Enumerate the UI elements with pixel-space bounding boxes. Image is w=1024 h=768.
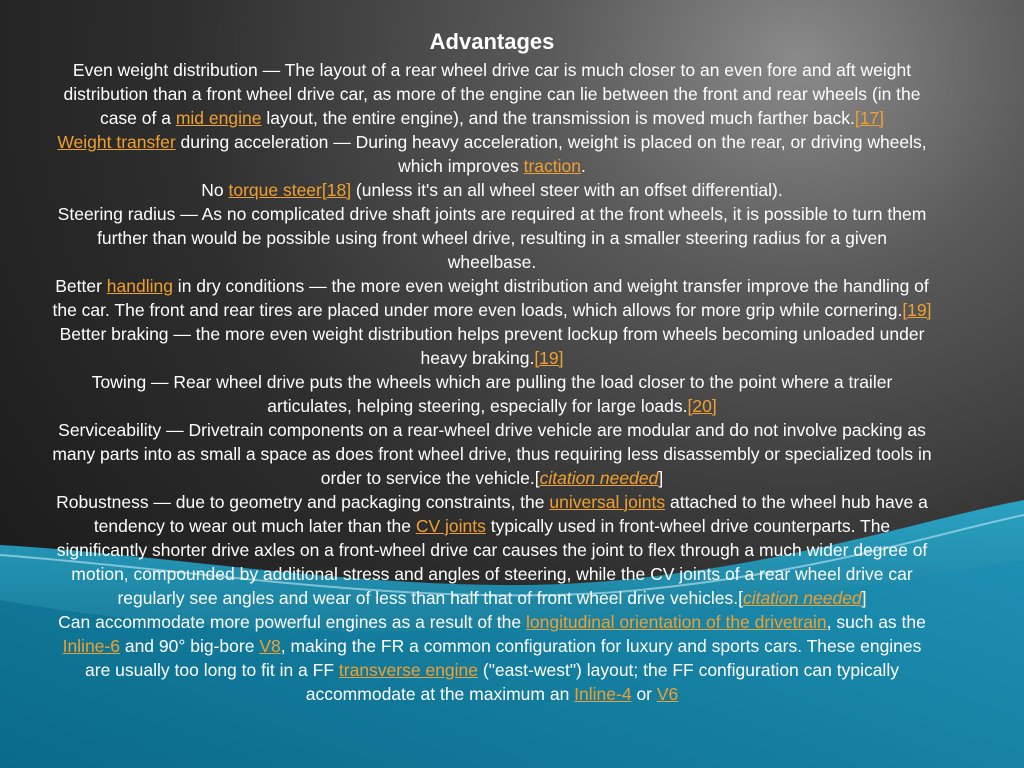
wiki-link[interactable]: Weight transfer [57,132,176,152]
advantage-paragraph [52,322,932,370]
wiki-link[interactable]: [20] [687,396,717,416]
paragraph-text: ("east-west") layout; the FF configuration can typically accommodate at the maximum an [305,660,899,704]
paragraph-text: (unless it's an all wheel steer with an offset differential). [351,180,783,200]
paragraph-text: typically used in front-wheel drive counterparts. The significantly shorter drive axles on a front-wheel drive car causes the joint to flex through a much wider degree of motion, compounded by additional stress and angles of steering, while the CV joints of a rear wheel drive car regularly see angles and wear of less than half that of front wheel drive vehicles.[ [56,516,928,608]
wiki-link[interactable]: transverse engine [338,660,479,680]
wiki-link[interactable]: torque steer[18] [228,180,352,200]
paragraph-text: , making the FR a common configuration for luxury and sports cars. These engines are usually too long to fit in a FF [85,636,922,680]
advantage-paragraph [52,202,932,274]
paragraph-text: Can accommodate more powerful engines as a result of the [58,612,527,632]
wiki-link[interactable]: mid engine [175,108,262,128]
paragraph-text: attached to the wheel hub have a tendency to wear out much later than the [93,492,928,536]
paragraph-text: Even weight distribution — The layout of a rear wheel drive car is much closer to an even fore and aft weight distribution than a front wheel drive car, as more of the engine can lie between the front and rear wheels (in the case of a [63,60,921,128]
paragraph-text: in dry conditions — the more even weight distribution and weight transfer improve the handling of the car. The front and rear tires are placed under more even loads, which allows for more grip while cornering. [52,276,929,320]
wiki-link[interactable]: handling [106,276,173,296]
wiki-link[interactable]: traction [523,156,581,176]
wiki-link[interactable]: longitudinal orientation of the drivetrain [526,612,827,632]
paragraph-text: Better [55,276,107,296]
paragraph-text: Robustness — due to geometry and packaging constraints, the [56,492,550,512]
paragraph-text: Towing — Rear wheel drive puts the wheels which are pulling the load closer to the point where a trailer articulates, helping steering, especially for large loads. [91,372,893,416]
wiki-link[interactable]: universal joints [549,492,666,512]
paragraph-text: layout, the entire engine), and the transmission is moved much farther back. [261,108,855,128]
paragraph-text: , such as the [826,612,926,632]
advantage-paragraph [52,370,932,418]
advantage-paragraph [52,178,932,202]
advantage-paragraph [52,58,932,130]
wiki-link[interactable]: V6 [656,684,679,704]
paragraph-text: Better braking — the more even weight distribution helps prevent lockup from wheels becoming unloaded under heavy braking. [59,324,925,368]
wiki-link[interactable]: [17] [854,108,885,128]
paragraph-text: Serviceability — Drivetrain components on a rear-wheel drive vehicle are modular and do not involve packing as many parts into as small a space as does front wheel drive, thus requiring less disassembly or specialized tools in order to service the vehicle.[ [52,420,932,488]
paragraph-text: . [580,156,586,176]
citation-needed-link[interactable]: citation needed [539,468,659,488]
wiki-link[interactable]: Inline-4 [574,684,632,704]
wiki-link[interactable]: CV joints [415,516,486,536]
paragraph-text: or [631,684,657,704]
citation-needed-link[interactable]: citation needed [742,588,862,608]
slide-content [52,28,932,706]
advantage-paragraph [52,274,932,322]
paragraph-text: No [201,180,229,200]
wiki-link[interactable]: Inline-6 [62,636,120,656]
wiki-link[interactable]: V8 [259,636,281,656]
wiki-link[interactable]: [19] [902,300,932,320]
paragraph-text: during acceleration — During heavy acceleration, weight is placed on the rear, or driving wheels, which improves [175,132,927,176]
advantages-list [52,58,932,706]
paragraph-text: Steering radius — As no complicated drive shaft joints are required at the front wheels, it is possible to turn them further than would be possible using front wheel drive, resulting in a smaller steering radius for a given wheelbase. [57,204,927,272]
paragraph-text: and 90° big-bore [119,636,260,656]
wiki-link[interactable]: [19] [534,348,564,368]
paragraph-text: ] [861,588,867,608]
advantage-paragraph [52,610,932,706]
paragraph-text: ] [658,468,664,488]
slide-title: Advantages [429,29,555,54]
advantage-paragraph [52,490,932,610]
advantage-paragraph [52,418,932,490]
advantage-paragraph [52,130,932,178]
